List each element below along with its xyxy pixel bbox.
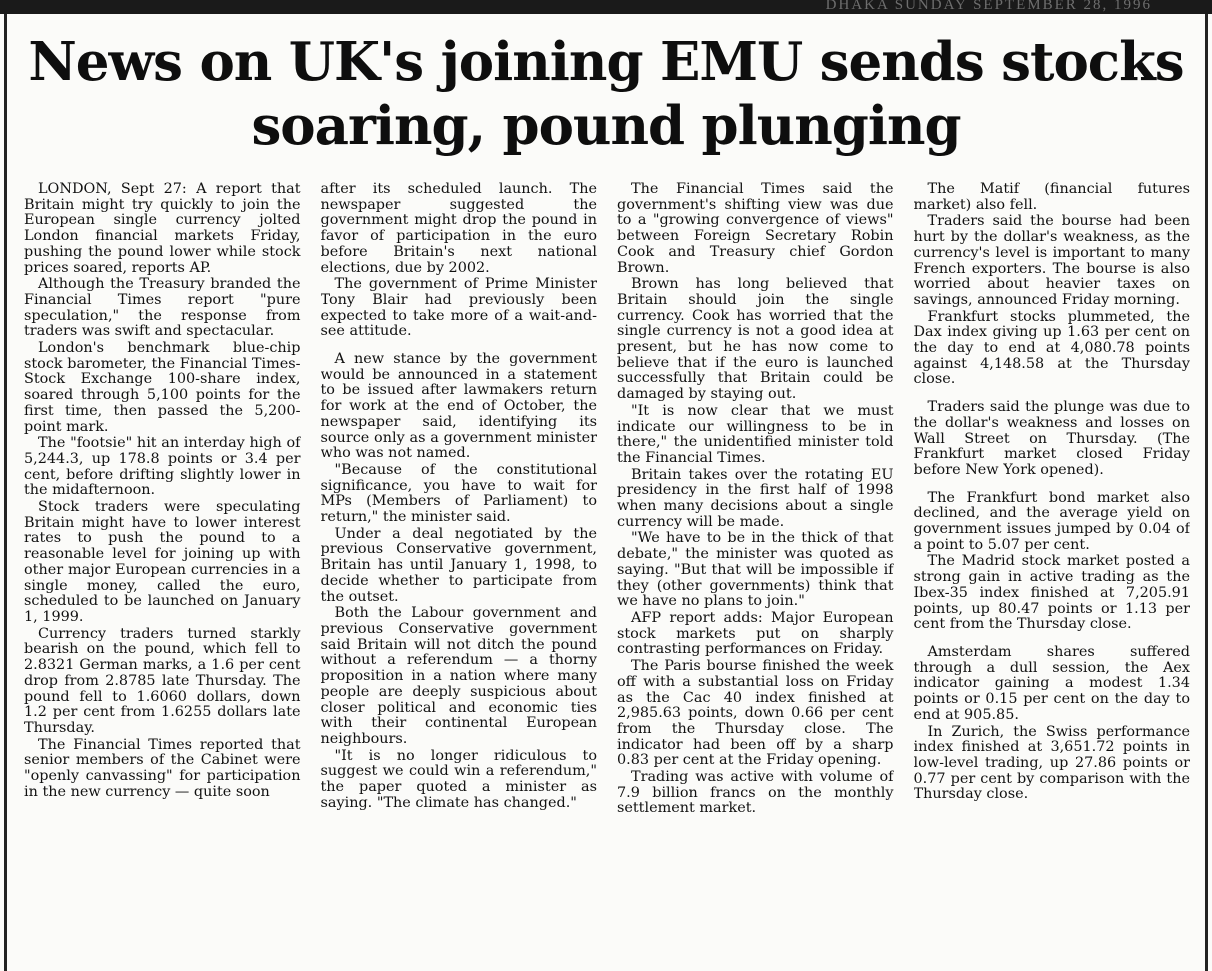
- right-border: [1205, 14, 1208, 971]
- paragraph: Frankfurt stocks plummeted, the Dax index giving up 1.63 per cent on the day to end at 4,080.78 points against 4,148.58 at the Thursday close.: [913, 308, 1190, 388]
- paragraph: A new stance by the government would be announced in a statement to be issued after lawmakers return for work at the end of October, the newspaper said, identifying its source only as a government minister who was not named.: [320, 351, 597, 462]
- paragraph: The government of Prime Minister Tony Blair had previously been expected to take more of a wait-and-see attitude.: [320, 276, 597, 340]
- article-body: [24, 182, 1190, 967]
- article-column-1: [24, 182, 301, 967]
- paragraph: [24, 182, 301, 276]
- article-column-4: [914, 182, 1191, 967]
- paragraph: The Financial Times reported that senior members of the Cabinet were "openly canvassing" for participation in the new currency — quite soon: [24, 736, 301, 800]
- paragraph: The "footsie" hit an interday high of 5,244.3, up 178.8 points or 3.4 per cent, before drifting slightly lower in the midafternoon.: [24, 435, 301, 499]
- paragraph: Although the Treasury branded the Financial Times report "pure speculation," the response from traders was swift and spectacular.: [24, 276, 301, 340]
- paragraph: Both the Labour government and previous Conservative government said Britain will not ditch the pound without a referendum — a thorny proposition in a nation where many people are deeply suspicious about closer political and economic ties with their continental European neighbours.: [320, 605, 597, 747]
- masthead-dateline: DHAKA SUNDAY SEPTEMBER 28, 1996: [825, 0, 1152, 13]
- paragraph: Currency traders turned starkly bearish on the pound, which fell to 2.8321 German marks, a 1.6 per cent drop from 2.8785 late Thursday. The pound fell to 1.6060 dollars, down 1.2 per cent from 1.6255 dollars late Thursday.: [24, 625, 301, 736]
- paragraph: The Frankfurt bond market also declined, and the average yield on government issues jumped by 0.04 of a point to 5.07 per cent.: [913, 489, 1190, 553]
- paragraph: Traders said the plunge was due to the dollar's weakness and losses on Wall Street on Thursday. (The Frankfurt market closed Friday before New York opened).: [913, 399, 1190, 478]
- paragraph: "We have to be in the thick of that debate," the minister was quoted as saying. "But that will be impossible if they (other governments) think that we have no plans to join.": [617, 530, 894, 610]
- paragraph: "It is no longer ridiculous to suggest we could win a referendum," the paper quoted a minister as saying. "The climate has changed.": [320, 747, 597, 811]
- paragraph: The Financial Times said the government's shifting view was due to a "growing convergence of views" between Foreign Secretary Robin Cook and Treasury chief Gordon Brown.: [617, 182, 894, 276]
- paragraph: London's benchmark blue-chip stock barometer, the Financial Times-Stock Exchange 100-share index, soared through 5,100 points for the first time, then passed the 5,200-point mark.: [24, 340, 301, 435]
- paragraph: Stock traders were speculating Britain might have to lower interest rates to push the pound to a reasonable level for joining up with other major European currencies in a single money, called the euro, scheduled to be launched on January 1, 1999.: [24, 499, 301, 625]
- masthead-strip: [0, 0, 1212, 14]
- paragraph: AFP report adds: Major European stock markets put on sharply contrasting performances on Friday.: [617, 609, 894, 658]
- paragraph-text: A report that Britain might try quickly to join the European single currency jolted London financial markets Friday, pushing the pound lower while stock prices soared, reports AP.: [24, 182, 301, 276]
- paragraph: The Paris bourse finished the week off with a substantial loss on Friday as the Cac 40 index finished at 2,985.63 points, down 0.66 per cent from the Thursday close. The indicator had been off by a sharp 0.83 per cent at the Friday opening.: [617, 658, 894, 769]
- paragraph: The Matif (financial futures market) also fell.: [913, 182, 1190, 213]
- paragraph: Traders said the bourse had been hurt by the dollar's weakness, as the currency's level is important to many French exporters. The bourse is also worried about heavier taxes on savings, announced Friday morning.: [913, 213, 1190, 308]
- paragraph: In Zurich, the Swiss performance index finished at 3,651.72 points in low-level trading, up 27.86 points or 0.77 per cent by comparison with the Thursday close.: [913, 723, 1190, 803]
- paragraph: Britain takes over the rotating EU presidency in the first half of 1998 when many decisions about a single currency will be made.: [617, 466, 894, 530]
- paragraph: Trading was active with volume of 7.9 billion francs on the monthly settlement market.: [617, 769, 894, 817]
- paragraph: after its scheduled launch. The newspaper suggested the government might drop the pound in favor of participation in the euro before Britain's next national elections, due by 2002.: [320, 182, 597, 276]
- article-column-2: [321, 182, 598, 967]
- paragraph: Brown has long believed that Britain should join the single currency. Cook has worried that the single currency is not a good idea at present, but he has now come to believe that if the euro is launched successfully that Britain could be damaged by staying out.: [617, 276, 894, 403]
- article-dateline: LONDON, Sept 27:: [38, 182, 187, 197]
- paragraph: "Because of the constitutional significance, you have to wait for MPs (Members of Parliament) to return," the minister said.: [320, 461, 597, 526]
- paragraph: The Madrid stock market posted a strong gain in active trading as the Ibex-35 index finished at 7,205.91 points, up 80.47 points or 1.13 per cent from the Thursday close.: [913, 553, 1190, 633]
- paragraph: "It is now clear that we must indicate our willingness to be in there," the unidentified minister told the Financial Times.: [617, 402, 894, 466]
- article-column-3: [617, 182, 894, 967]
- headline: News on UK's joining EMU sends stocks soaring, pound plunging: [28, 31, 1184, 157]
- paragraph: Under a deal negotiated by the previous Conservative government, Britain has until January 1, 1998, to decide whether to participate from the outset.: [320, 525, 597, 605]
- left-border: [4, 14, 7, 971]
- paragraph: Amsterdam shares suffered through a dull session, the Aex indicator gaining a modest 1.34 points or 0.15 per cent on the day to end at 905.85.: [913, 643, 1190, 723]
